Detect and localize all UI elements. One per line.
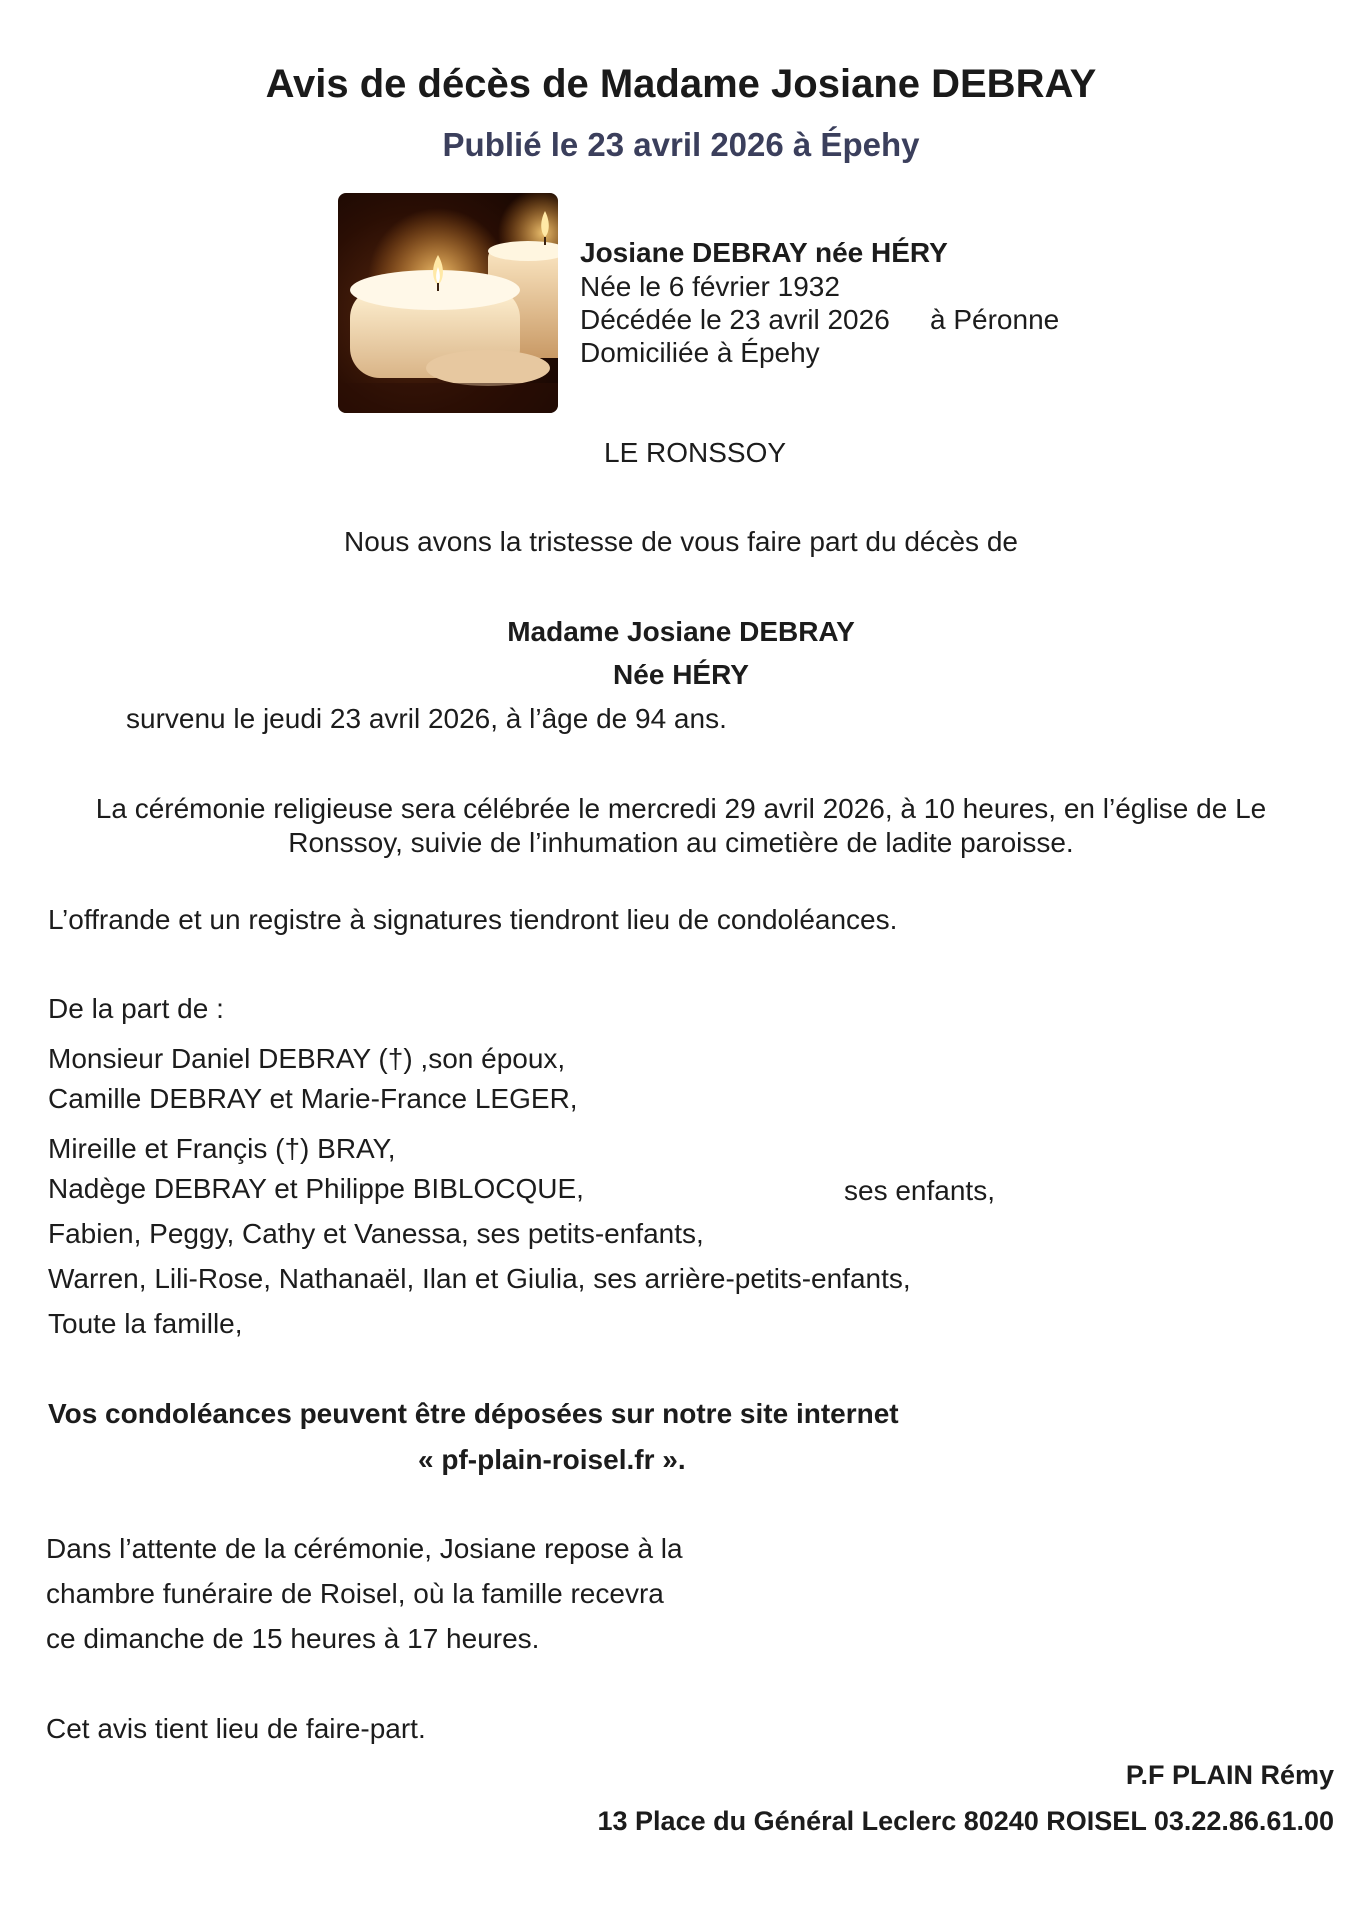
family-line: Fabien, Peggy, Cathy et Vanessa, ses petits-enfants, [48,1218,704,1249]
funeral-home-address: 13 Place du Général Leclerc 80240 ROISEL 03.22.86.61.00 [597,1806,1334,1836]
deceased-name: Madame Josiane DEBRAY [507,616,855,647]
children-label: ses enfants, [844,1175,995,1206]
deceased-maiden-name: Née HÉRY [613,659,749,690]
death-place: à Péronne [930,304,1060,335]
condolences-website[interactable]: « pf-plain-roisel.fr ». [418,1444,686,1475]
offering-line: L’offrande et un registre à signatures tiendront lieu de condoléances. [48,904,898,935]
family-line: Camille DEBRAY et Marie-France LEGER, [48,1083,578,1114]
family-line: Toute la famille, [48,1308,243,1339]
wake-line-1: Dans l’attente de la cérémonie, Josiane repose à la [46,1533,683,1564]
family-line: Nadège DEBRAY et Philippe BIBLOCQUE, [48,1173,584,1204]
family-line: Warren, Lili-Rose, Nathanaël, Ilan et Giulia, ses arrière-petits-enfants, [48,1263,911,1294]
candles-photo [338,193,558,413]
condolences-line-1: Vos condoléances peuvent être déposées sur notre site internet [48,1398,899,1429]
publication-subtitle: Publié le 23 avril 2026 à Épehy [442,126,920,163]
birth-date: Née le 6 février 1932 [580,271,840,302]
wake-line-2: chambre funéraire de Roisel, où la famille recevra [46,1578,664,1609]
location-heading: LE RONSSOY [604,437,787,468]
family-line: Monsieur Daniel DEBRAY (†) ,son époux, [48,1043,566,1074]
closing-line: Cet avis tient lieu de faire-part. [46,1713,426,1744]
intro-line: Nous avons la tristesse de vous faire part du décès de [344,526,1018,557]
deceased-full-name: Josiane DEBRAY née HÉRY [580,237,948,268]
page-title: Avis de décès de Madame Josiane DEBRAY [265,62,1097,106]
residence: Domiciliée à Épehy [580,337,820,368]
family-heading: De la part de : [48,993,224,1024]
wake-line-3: ce dimanche de 15 heures à 17 heures. [46,1623,540,1654]
ceremony-line-2: Ronssoy, suivie de l’inhumation au cimetière de ladite paroisse. [288,827,1074,858]
funeral-home-name: P.F PLAIN Rémy [1125,1760,1334,1790]
ceremony-line-1: La cérémonie religieuse sera célébrée le mercredi 29 avril 2026, à 10 heures, en l’église de Le [95,793,1267,824]
family-line: Mireille et Françis (†) BRAY, [48,1133,396,1164]
death-date: Décédée le 23 avril 2026 [580,304,890,335]
death-age-line: survenu le jeudi 23 avril 2026, à l’âge de 94 ans. [126,703,727,734]
